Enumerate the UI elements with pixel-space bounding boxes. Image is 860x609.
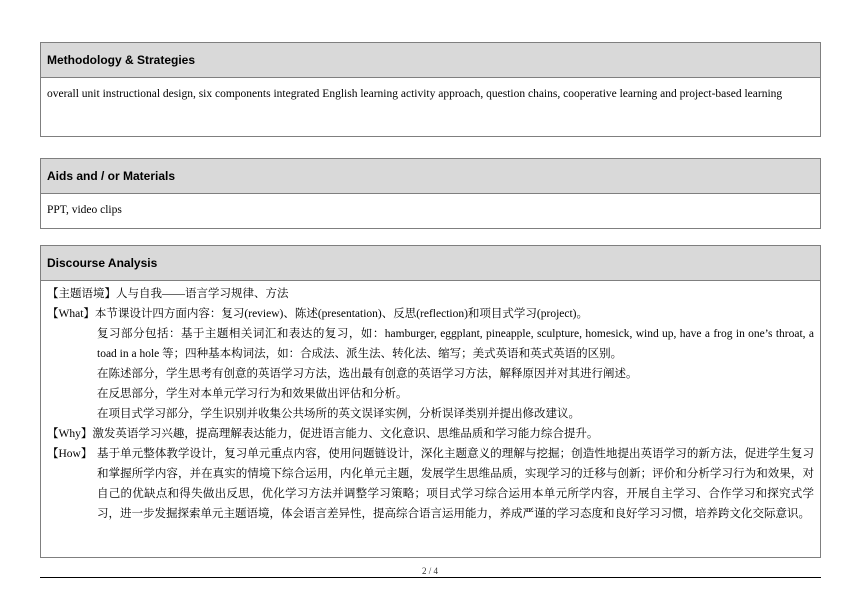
discourse-body xyxy=(41,281,820,527)
methodology-text: overall unit instructional design, six components integrated English learning activity approach, question chains, cooperative learning and project-based learning xyxy=(47,88,783,100)
why-text: 激发英语学习兴趣，提高理解表达能力，促进语言能力、文化意识、思维品质和学习能力综合提升。 xyxy=(92,428,599,440)
how-paragraph xyxy=(47,444,814,524)
aids-heading: Aids and / or Materials xyxy=(41,159,820,194)
how-text: 基于单元整体教学设计，复习单元重点内容，使用问题链设计，深化主题意义的理解与挖掘；创造性地提出英语学习的新方法，促进学生复习和掌握所学内容，并在真实的情境下综合运用，内化单元主题，发展学生思维品质，实现学习的迁移与创新；评价和分析学习行为和效果，对自己的优缺点和得失做出反思，优化学习方法并调整学习策略；项目式学习综合运用本单元所学内容，开展自主学习、合作学习和探究式学习，进一步发掘探索单元主题语境，体会语言差异性，提高综合语言运用能力，养成严谨的学习态度和良好学习习惯，培养跨文化交际意识。 xyxy=(97,448,814,520)
footer-rule xyxy=(40,577,821,578)
why-tag: 【Why】 xyxy=(47,428,93,440)
methodology-heading: Methodology & Strategies xyxy=(41,43,820,78)
aids-table xyxy=(40,158,821,229)
theme-tag: 【主题语境】 xyxy=(47,288,116,300)
discourse-table xyxy=(40,245,821,558)
page-number: 2 / 4 xyxy=(421,566,438,576)
review-paragraph xyxy=(47,324,814,364)
project-line: 在项目式学习部分，学生识别并收集公共场所的英文误译实例，分析误译类别并提出修改建议。 xyxy=(97,408,580,420)
presentation-line: 在陈述部分，学生思考有创意的英语学习方法，选出最有创意的英语学习方法，解释原因并对其进行阐述。 xyxy=(97,368,638,380)
theme-text: 人与自我——语言学习规律、方法 xyxy=(116,288,289,300)
reflection-line: 在反思部分，学生对本单元学习行为和效果做出评估和分析。 xyxy=(97,388,408,400)
why-line xyxy=(47,424,814,444)
discourse-heading: Discourse Analysis xyxy=(41,246,820,281)
what-text: 本节课设计四方面内容：复习(review)、陈述(presentation)、反思(reflection)和项目式学习(project)。 xyxy=(94,308,589,320)
theme-line xyxy=(47,284,814,304)
what-tag: 【What】 xyxy=(47,308,95,320)
methodology-table xyxy=(40,42,821,137)
what-line xyxy=(47,304,814,324)
how-tag: 【How】 xyxy=(47,448,93,460)
review-text: 复习部分包括：基于主题相关词汇和表达的复习，如：hamburger, eggplant, pineapple, sculpture, homesick, wind up, have a frog in one’s throat, a toad in a hole 等；四种基本构词法，如：合成法、派生法、转化法、缩写；美式英语和英式英语的区别。 xyxy=(97,328,814,360)
aids-text: PPT, video clips xyxy=(47,204,122,216)
